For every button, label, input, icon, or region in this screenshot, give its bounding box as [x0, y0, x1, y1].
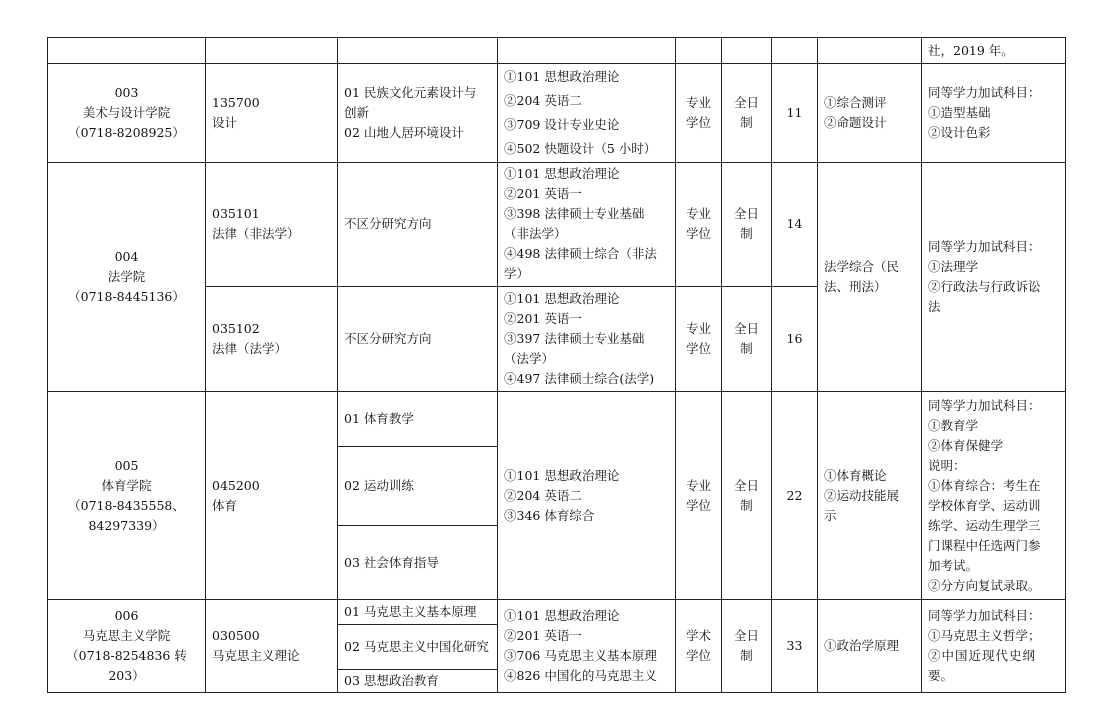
department-code: 004	[114, 249, 139, 265]
degree-type: 学位	[685, 497, 711, 513]
cell-empty	[676, 38, 722, 64]
degree-type-cell	[676, 163, 722, 286]
retest-subject: ①政治学原理	[824, 638, 900, 654]
direction-cell	[338, 163, 498, 286]
exam-subjects-cell	[498, 392, 676, 600]
note-text: ②分方向复试录取。	[928, 577, 1041, 593]
retest-cell	[818, 163, 922, 392]
department-name: 体育学院	[101, 477, 152, 493]
direction-text: 02 山地人居环境设计	[344, 125, 464, 141]
notes-cell	[922, 38, 1066, 64]
department-name: 法学院	[107, 269, 146, 285]
exam-subject: ②201 英语一	[504, 186, 582, 202]
cell-empty	[722, 38, 772, 64]
direction-text: 不区分研究方向	[344, 216, 432, 232]
direction-cell	[338, 447, 498, 525]
note-text: 加考试。	[928, 557, 979, 573]
exam-subjects-cell	[498, 600, 676, 693]
admissions-table-page	[47, 37, 1065, 693]
direction-text: 03 思想政治教育	[344, 672, 439, 688]
note-text: 练学、运动生理学三	[928, 517, 1041, 533]
major-code: 030500	[212, 628, 260, 644]
cell-empty	[206, 38, 338, 64]
study-mode-cell	[722, 163, 772, 286]
major-code-cell	[206, 600, 338, 693]
major-code-cell	[206, 64, 338, 163]
table-row	[48, 392, 1066, 447]
degree-type: 专业	[685, 206, 711, 222]
exam-subject: ③709 设计专业史论	[504, 117, 620, 133]
quota-value: 16	[786, 331, 803, 346]
cell-empty	[338, 38, 498, 64]
exam-subject: ①101 思想政治理论	[504, 69, 620, 85]
exam-subject: ④498 法律硕士综合（非法	[504, 246, 657, 262]
major-code-cell	[206, 286, 338, 392]
department-code: 006	[114, 608, 139, 624]
exam-subject: ②201 英语一	[504, 311, 582, 326]
table-row	[48, 600, 1066, 624]
exam-subject: ④502 快题设计（5 小时）	[504, 141, 657, 157]
direction-cell	[338, 286, 498, 392]
exam-subjects-cell	[498, 64, 676, 163]
direction-cell	[338, 624, 498, 669]
study-mode-cell	[722, 64, 772, 163]
notes-cell	[922, 163, 1066, 392]
exam-subject: ②204 英语二	[504, 93, 582, 109]
note-text: ①教育学	[928, 417, 979, 433]
quota-cell	[772, 600, 818, 693]
study-mode-cell	[722, 392, 772, 600]
note-text: ②设计色彩	[928, 125, 991, 141]
study-mode: 全日	[733, 628, 759, 644]
direction-text: 01 体育教学	[344, 411, 414, 427]
exam-subject: ③346 体育综合	[504, 507, 595, 523]
notes-cell	[922, 64, 1066, 163]
study-mode: 全日	[733, 206, 759, 222]
study-mode: 制	[740, 341, 753, 356]
degree-type-cell	[676, 392, 722, 600]
department-code: 003	[114, 85, 139, 101]
exam-subject: （法学）	[504, 351, 555, 366]
quota-cell	[772, 286, 818, 392]
study-mode: 全日	[733, 477, 759, 493]
note-text: 社，2019 年。	[928, 42, 1014, 58]
exam-subject: ④826 中国化的马克思主义	[504, 668, 657, 684]
note-text: 说明：	[928, 457, 966, 473]
study-mode-cell	[722, 600, 772, 693]
major-name: 法律（法学）	[212, 341, 288, 356]
department-phone: （0718-8435558、	[68, 497, 185, 513]
note-text: 同等学力加试科目：	[928, 397, 1041, 413]
degree-type: 学位	[685, 648, 711, 664]
retest-subject: 法学综合（民	[824, 259, 900, 275]
exam-subject: ②204 英语二	[504, 487, 582, 503]
retest-subject: ②运动技能展	[824, 487, 900, 503]
note-text: 要。	[928, 668, 954, 684]
exam-subject: ④497 法律硕士综合(法学)	[504, 371, 655, 386]
department-cell	[48, 64, 206, 163]
degree-type: 专业	[685, 95, 711, 111]
notes-cell	[922, 392, 1066, 600]
study-mode: 制	[740, 115, 753, 131]
exam-subject: ③397 法律硕士专业基础	[504, 331, 645, 346]
exam-subject: ②201 英语一	[504, 628, 582, 644]
department-cell	[48, 600, 206, 693]
exam-subjects-cell	[498, 163, 676, 286]
major-name: 体育	[212, 497, 238, 513]
note-text: ②体育保健学	[928, 437, 1004, 453]
department-phone: 84297339）	[88, 517, 165, 533]
direction-cell	[338, 64, 498, 163]
department-cell	[48, 163, 206, 392]
direction-text: 不区分研究方向	[344, 331, 432, 346]
exam-subject: ①101 思想政治理论	[504, 291, 620, 306]
study-mode-cell	[722, 286, 772, 392]
exam-subject: ①101 思想政治理论	[504, 166, 620, 182]
table-row	[48, 163, 1066, 286]
department-phone: （0718-8208925）	[68, 125, 185, 141]
degree-type: 学位	[685, 341, 711, 356]
department-phone: 203）	[108, 668, 145, 684]
note-text: 同等学力加试科目：	[928, 608, 1041, 624]
retest-cell	[818, 64, 922, 163]
cell-empty	[772, 38, 818, 64]
direction-text: 02 马克思主义中国化研究	[344, 638, 489, 654]
major-name: 法律（非法学）	[212, 226, 300, 242]
direction-text: 01 马克思主义基本原理	[344, 603, 477, 619]
quota-cell	[772, 392, 818, 600]
cell-empty	[818, 38, 922, 64]
retest-cell	[818, 392, 922, 600]
table-row	[48, 38, 1066, 64]
department-phone: （0718-8254836 转	[66, 648, 187, 664]
quota-value: 22	[786, 487, 803, 503]
cell-empty	[48, 38, 206, 64]
direction-text: 创新	[344, 105, 370, 121]
note-text: 同等学力加试科目：	[928, 85, 1041, 101]
cell-empty	[498, 38, 676, 64]
retest-subject: 法、刑法）	[824, 279, 887, 295]
retest-cell	[818, 600, 922, 693]
major-name: 马克思主义理论	[212, 648, 300, 664]
note-text: 门课程中任选两门参	[928, 537, 1041, 553]
retest-subject: 示	[824, 507, 837, 523]
table-row	[48, 64, 1066, 163]
retest-subject: ①综合测评	[824, 95, 887, 111]
exam-subject: ③706 马克思主义基本原理	[504, 648, 657, 664]
note-text: ②中国近现代史纲	[928, 648, 1037, 664]
note-text: ①体育综合：考生在	[928, 477, 1041, 493]
degree-type: 专业	[685, 321, 711, 336]
study-mode: 全日	[733, 95, 759, 111]
direction-text: 02 运动训练	[344, 478, 414, 494]
exam-subject: ③398 法律硕士专业基础	[504, 206, 645, 222]
major-code-cell	[206, 163, 338, 286]
note-text: ①法理学	[928, 259, 979, 275]
note-text: 学校体育学、运动训	[928, 497, 1041, 513]
department-name: 马克思主义学院	[82, 628, 171, 644]
study-mode: 全日	[733, 321, 759, 336]
exam-subject: ①101 思想政治理论	[504, 608, 620, 624]
admissions-table	[47, 37, 1066, 693]
study-mode: 制	[740, 648, 753, 664]
direction-cell	[338, 600, 498, 624]
note-text: 法	[928, 299, 941, 315]
major-name: 设计	[212, 115, 238, 131]
major-code: 045200	[212, 477, 260, 493]
direction-text: 01 民族文化元素设计与	[344, 85, 477, 101]
major-code: 035101	[212, 206, 260, 222]
note-text: ①马克思主义哲学；	[928, 628, 1041, 644]
department-phone: （0718-8445136）	[68, 289, 185, 305]
study-mode: 制	[740, 226, 753, 242]
exam-subject: （非法学）	[504, 226, 567, 242]
department-code: 005	[114, 457, 139, 473]
exam-subject: ①101 思想政治理论	[504, 467, 620, 483]
major-code-cell	[206, 392, 338, 600]
quota-value: 11	[786, 105, 803, 121]
degree-type: 学位	[685, 226, 711, 242]
major-code: 135700	[212, 95, 260, 111]
notes-cell	[922, 600, 1066, 693]
major-code: 035102	[212, 321, 260, 336]
degree-type-cell	[676, 600, 722, 693]
exam-subjects-cell	[498, 286, 676, 392]
note-text: 同等学力加试科目：	[928, 239, 1041, 255]
retest-subject: ②命题设计	[824, 115, 887, 131]
department-cell	[48, 392, 206, 600]
note-text: ②行政法与行政诉讼	[928, 279, 1041, 295]
department-name: 美术与设计学院	[82, 105, 171, 121]
direction-text: 03 社会体育指导	[344, 554, 439, 570]
degree-type-cell	[676, 64, 722, 163]
degree-type: 学位	[685, 115, 711, 131]
quota-cell	[772, 64, 818, 163]
study-mode: 制	[740, 497, 753, 513]
quota-cell	[772, 163, 818, 286]
retest-subject: ①体育概论	[824, 467, 887, 483]
quota-value: 33	[786, 638, 803, 654]
direction-cell	[338, 669, 498, 693]
quota-value: 14	[786, 216, 803, 232]
note-text: ①造型基础	[928, 105, 991, 121]
direction-cell	[338, 392, 498, 447]
degree-type-cell	[676, 286, 722, 392]
degree-type: 专业	[685, 477, 711, 493]
exam-subject: 学）	[504, 266, 530, 282]
direction-cell	[338, 525, 498, 599]
degree-type: 学术	[685, 628, 711, 644]
